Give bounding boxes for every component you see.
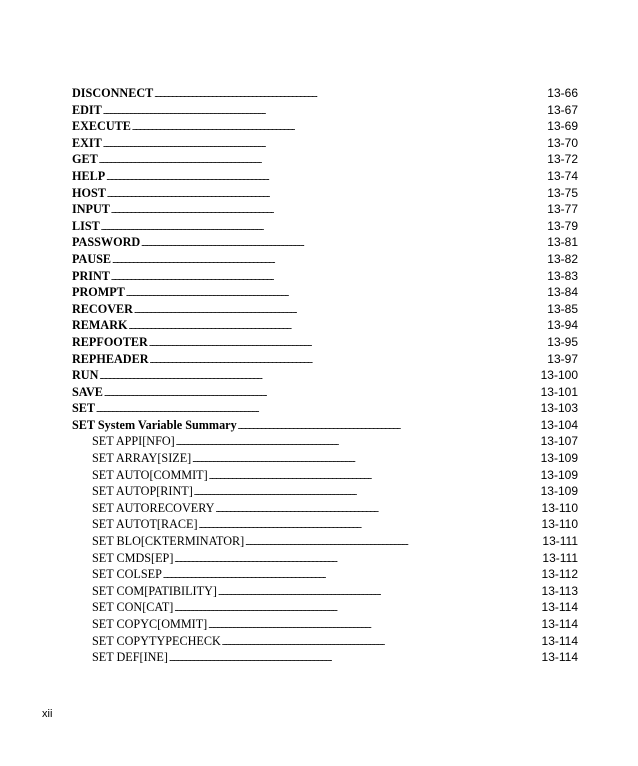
dot-leader [222, 638, 532, 647]
toc-entry-page: 13-81 [547, 235, 578, 250]
dot-leader [111, 273, 532, 282]
dot-leader [215, 505, 532, 514]
toc-entry-title: REPHEADER [72, 351, 149, 366]
dot-leader [106, 173, 532, 182]
toc-entry-title: SET DEF[INE] [92, 650, 168, 665]
toc-entry-title: PRINT [72, 268, 110, 283]
toc-entry-page: 13-82 [547, 251, 578, 266]
toc-entry-title: PROMPT [72, 285, 125, 300]
toc-entry-title: SET COLSEP [92, 567, 162, 582]
toc-entry-title: RECOVER [72, 301, 133, 316]
toc-entry-page: 13-110 [541, 517, 578, 532]
toc-entry-title: REMARK [72, 318, 128, 333]
toc-entry[interactable] [72, 252, 578, 269]
toc-entry-page: 13-100 [540, 368, 578, 383]
toc-entry-page: 13-75 [547, 185, 578, 200]
dot-leader [134, 306, 532, 315]
toc-entry-title: SET COPYC[OMMIT] [92, 617, 208, 631]
toc-entry-title: SET APPI[NFO] [92, 434, 175, 449]
dot-leader [112, 256, 532, 265]
toc-entry-page: 13-114 [541, 600, 578, 615]
toc-entry[interactable] [72, 385, 578, 402]
dot-leader [218, 588, 532, 597]
toc-entry-page: 13-114 [541, 650, 578, 665]
toc-entry-page: 13-114 [541, 617, 578, 631]
toc-entry-page: 13-111 [542, 534, 578, 549]
dot-leader [238, 422, 532, 431]
toc-entry[interactable] [72, 617, 578, 634]
toc-entry-title: RUN [72, 368, 99, 383]
dot-leader [209, 472, 532, 481]
toc-entry-page: 13-84 [547, 285, 578, 300]
dot-leader [192, 455, 532, 464]
toc-entry[interactable] [72, 534, 578, 551]
toc-entry-title: PASSWORD [72, 235, 141, 250]
toc-entry-title: SAVE [72, 384, 103, 399]
toc-entry-page: 13-112 [541, 567, 578, 582]
toc-entry-page: 13-66 [547, 86, 578, 100]
toc-entry-page: 13-69 [547, 119, 578, 134]
table-of-contents [72, 86, 578, 667]
toc-entry-page: 13-111 [542, 550, 578, 565]
toc-entry-page: 13-104 [540, 417, 578, 432]
dot-leader [111, 206, 532, 215]
page-number: xii [42, 708, 53, 720]
dot-leader [107, 190, 532, 199]
toc-entry-title: HOST [72, 185, 106, 200]
toc-entry[interactable] [72, 567, 578, 584]
dot-leader [103, 107, 532, 116]
toc-entry-title: SET AUTOP[RINT] [92, 484, 193, 499]
toc-entry[interactable] [72, 86, 578, 103]
toc-entry[interactable] [72, 302, 578, 319]
toc-entry-page: 13-97 [547, 351, 578, 366]
toc-entry-page: 13-83 [547, 268, 578, 283]
toc-entry-title: LIST [72, 218, 100, 233]
toc-entry[interactable] [72, 119, 578, 136]
toc-entry-page: 13-95 [547, 334, 578, 349]
toc-entry-title: SET CON[CAT] [92, 600, 174, 615]
toc-entry[interactable] [72, 517, 578, 534]
dot-leader [104, 389, 532, 398]
toc-entry-title: EDIT [72, 102, 102, 117]
toc-entry[interactable] [72, 401, 578, 418]
toc-entry[interactable] [72, 650, 578, 667]
toc-entry-title: SET BLO[CKTERMINATOR] [92, 534, 245, 549]
toc-entry-page: 13-70 [547, 135, 578, 150]
dot-leader [129, 322, 532, 331]
toc-entry[interactable] [72, 468, 578, 485]
toc-entry-page: 13-114 [541, 633, 578, 648]
toc-entry-title: DISCONNECT [72, 86, 154, 100]
toc-entry-title: INPUT [72, 202, 110, 217]
toc-entry[interactable] [72, 368, 578, 385]
toc-entry-title: GET [72, 152, 98, 167]
toc-entry-title: SET AUTORECOVERY [92, 500, 215, 515]
toc-entry[interactable] [72, 285, 578, 302]
toc-entry-page: 13-77 [547, 202, 578, 217]
toc-entry-page: 13-74 [547, 168, 578, 183]
toc-entry-title: SET CMDS[EP] [92, 550, 174, 565]
dot-leader [199, 521, 532, 530]
toc-entry[interactable] [72, 269, 578, 286]
toc-entry-title: HELP [72, 168, 106, 183]
toc-entry-page: 13-109 [540, 467, 578, 482]
dot-leader [99, 156, 532, 165]
toc-entry[interactable] [72, 551, 578, 568]
toc-entry[interactable] [72, 202, 578, 219]
toc-entry[interactable] [72, 152, 578, 169]
toc-entry-title: SET [72, 401, 96, 416]
dot-leader [194, 488, 532, 497]
dot-leader [154, 90, 532, 99]
toc-entry[interactable] [72, 418, 578, 435]
dot-leader [132, 123, 532, 132]
toc-entry-title: EXECUTE [72, 119, 131, 134]
dot-leader [174, 555, 532, 564]
toc-entry[interactable] [72, 136, 578, 153]
toc-entry-title: SET ARRAY[SIZE] [92, 451, 192, 466]
dot-leader [101, 223, 532, 232]
toc-entry-page: 13-79 [547, 218, 578, 233]
dot-leader [141, 239, 532, 248]
toc-entry-title: SET System Variable Summary [72, 417, 237, 432]
dot-leader [96, 405, 532, 414]
toc-entry-title: REPFOOTER [72, 334, 148, 349]
toc-entry-page: 13-110 [541, 500, 578, 515]
dot-leader [150, 356, 532, 365]
toc-entry-title: EXIT [72, 135, 102, 150]
dot-leader [208, 621, 532, 630]
toc-entry-page: 13-103 [540, 401, 578, 416]
toc-entry-page: 13-72 [547, 152, 578, 167]
toc-entry-page: 13-85 [547, 301, 578, 316]
toc-entry-page: 13-94 [547, 318, 578, 333]
toc-entry[interactable] [72, 103, 578, 120]
toc-entry[interactable] [72, 169, 578, 186]
toc-entry[interactable] [72, 451, 578, 468]
toc-entry-page: 13-67 [547, 102, 578, 117]
toc-entry-title: PAUSE [72, 251, 112, 266]
toc-entry[interactable] [72, 434, 578, 451]
toc-entry-title: SET AUTO[COMMIT] [92, 467, 208, 482]
toc-entry-title: SET COM[PATIBILITY] [92, 583, 217, 598]
toc-entry[interactable] [72, 352, 578, 369]
toc-entry-page: 13-107 [540, 434, 578, 449]
toc-entry-title: SET AUTOT[RACE] [92, 517, 198, 532]
toc-entry[interactable] [72, 335, 578, 352]
toc-entry[interactable] [72, 235, 578, 252]
dot-leader [174, 604, 532, 613]
toc-entry[interactable] [72, 634, 578, 651]
dot-leader [149, 339, 532, 348]
toc-entry[interactable] [72, 318, 578, 335]
toc-entry-title: SET COPYTYPECHECK [92, 633, 221, 648]
dot-leader [99, 372, 532, 381]
dot-leader [103, 140, 532, 149]
toc-entry-page: 13-109 [540, 451, 578, 466]
toc-entry[interactable] [72, 484, 578, 501]
dot-leader [245, 538, 532, 547]
toc-entry-page: 13-109 [540, 484, 578, 499]
toc-entry[interactable] [72, 600, 578, 617]
dot-leader [126, 289, 532, 298]
dot-leader [169, 654, 532, 663]
dot-leader [163, 571, 532, 580]
dot-leader [176, 438, 532, 447]
toc-entry[interactable] [72, 501, 578, 518]
toc-entry-page: 13-101 [540, 384, 578, 399]
toc-entry[interactable] [72, 219, 578, 236]
toc-entry[interactable] [72, 186, 578, 203]
toc-entry-page: 13-113 [541, 583, 578, 598]
toc-entry[interactable] [72, 584, 578, 601]
